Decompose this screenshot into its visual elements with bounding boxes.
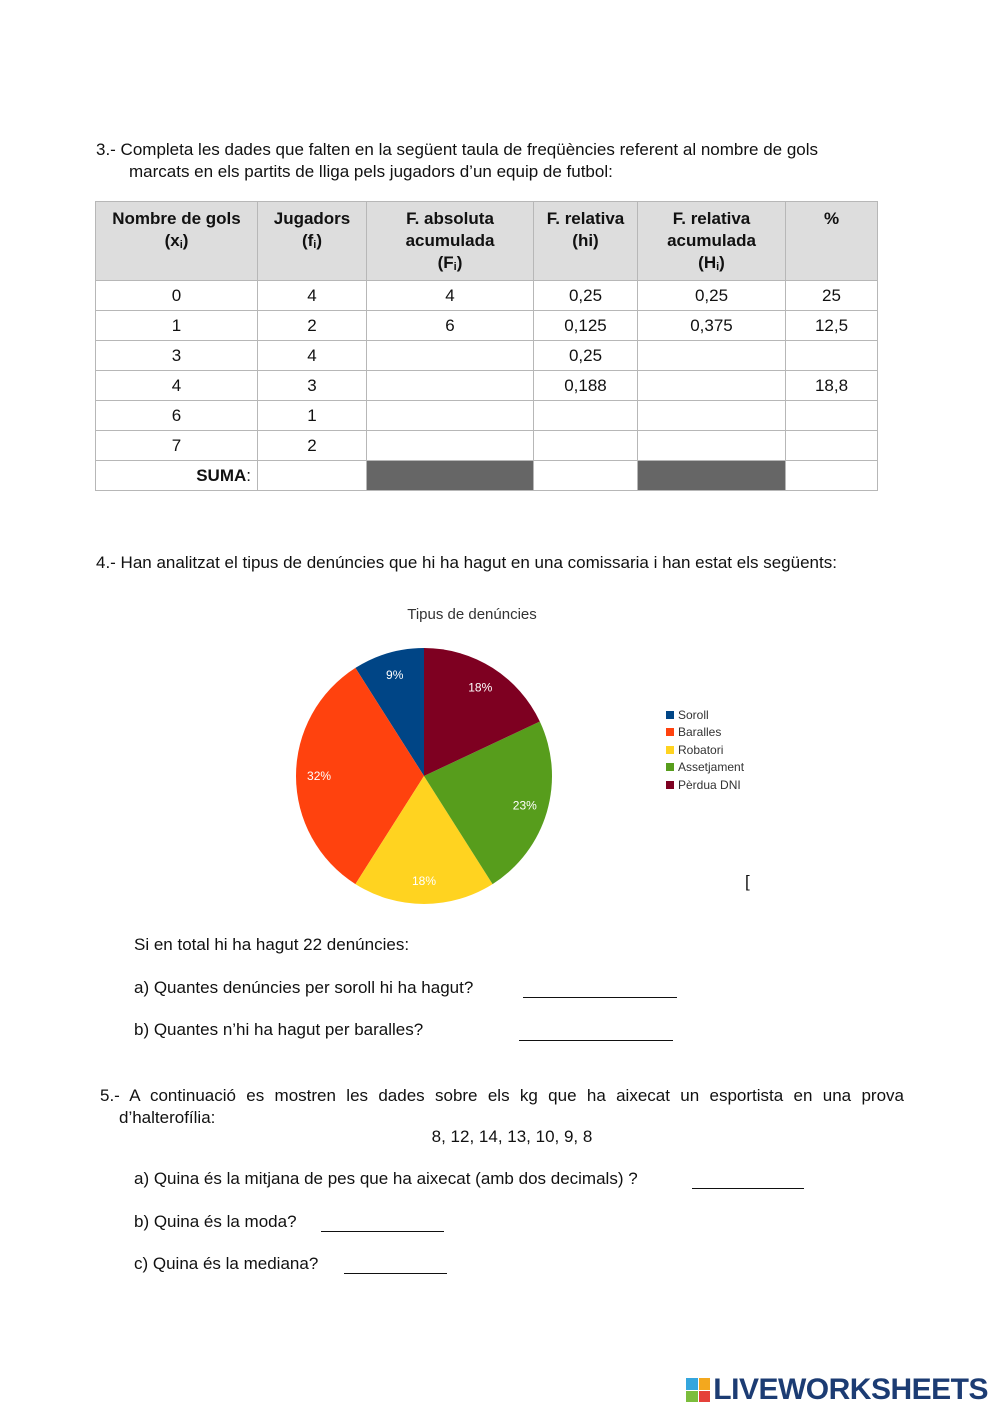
question-3-line-2: marcats en els partits de lliga pels jugadors d’un equip de futbol:: [129, 162, 613, 181]
table-row: [96, 341, 878, 371]
legend-label: Assetjament: [678, 760, 745, 775]
table-row: [96, 281, 878, 311]
pie-data-label: 18%: [468, 680, 493, 695]
table-cell: 0,25: [534, 341, 638, 371]
question-4b: b) Quantes n’hi ha hagut per baralles?: [134, 1020, 424, 1039]
legend-swatch: [666, 763, 674, 771]
table-cell: 0,375: [638, 311, 786, 341]
table-cell: 1: [96, 311, 258, 341]
shaded-cell: [638, 461, 786, 491]
table-cell: 4: [258, 281, 367, 311]
table-cell: 4: [258, 341, 367, 371]
table-cell: 1: [258, 401, 367, 431]
answer-cell[interactable]: [534, 431, 638, 461]
answer-cell[interactable]: [638, 341, 786, 371]
answer-cell[interactable]: [534, 461, 638, 491]
logo-icon: [686, 1378, 710, 1402]
answer-cell[interactable]: [786, 401, 878, 431]
table-suma-row: [96, 461, 878, 491]
question-5-data: 8, 12, 14, 13, 10, 9, 8: [431, 1127, 593, 1146]
legend-item: [666, 724, 744, 742]
answer-blank-5c[interactable]: [344, 1257, 447, 1274]
table-cell: 25: [786, 281, 878, 311]
answer-cell[interactable]: [638, 431, 786, 461]
pie-data-label: 9%: [386, 668, 404, 683]
table-cell: 3: [258, 371, 367, 401]
legend-item: [666, 759, 744, 777]
header-f-relativa: F. relativa (hi): [534, 202, 638, 281]
question-3-line-1: 3.- Completa les dades que falten en la següent taula de freqüències referent al nombre de gols: [96, 140, 819, 159]
table-cell: 0: [96, 281, 258, 311]
legend-swatch: [666, 728, 674, 736]
bracket-mark: [: [745, 872, 750, 891]
question-5c: c) Quina és la mediana?: [134, 1254, 319, 1273]
legend-item: [666, 776, 744, 794]
table-cell: 0,25: [638, 281, 786, 311]
table-cell: 6: [96, 401, 258, 431]
table-row: [96, 401, 878, 431]
question-5a: a) Quina és la mitjana de pes que ha aixecat (amb dos decimals) ?: [134, 1169, 638, 1188]
legend-label: Soroll: [678, 707, 709, 722]
question-4-statement: 4.- Han analitzat el tipus de denúncies que hi ha hagut en una comissaria i han estat els següents:: [96, 553, 837, 572]
question-4a: a) Quantes denúncies per soroll hi ha hagut?: [134, 978, 474, 997]
answer-cell[interactable]: [638, 401, 786, 431]
legend-swatch: [666, 781, 674, 789]
frequency-table: [95, 201, 878, 491]
question-4-total: Si en total hi ha hagut 22 denúncies:: [134, 935, 410, 954]
answer-blank-4a[interactable]: [523, 981, 677, 998]
legend-label: Pèrdua DNI: [678, 777, 741, 792]
table-cell: 4: [96, 371, 258, 401]
pie-data-label: 32%: [307, 769, 332, 783]
answer-cell[interactable]: [367, 341, 534, 371]
answer-cell[interactable]: [258, 461, 367, 491]
chart-legend: [666, 706, 744, 794]
header-jugadors: Jugadors $(f_i)$: [258, 202, 367, 281]
answer-cell[interactable]: [367, 371, 534, 401]
question-5-line-2: d’halterofília:: [119, 1108, 216, 1127]
answer-blank-5b[interactable]: [321, 1215, 444, 1232]
table-row: [96, 431, 878, 461]
table-cell: 3: [96, 341, 258, 371]
table-cell: 2: [258, 431, 367, 461]
table-cell: 7: [96, 431, 258, 461]
table-header-row: [96, 202, 878, 281]
header-f-relativa-acumulada: F. relativa acumulada $(H_i)$: [638, 202, 786, 281]
table-cell: 12,5: [786, 311, 878, 341]
legend-swatch: [666, 746, 674, 754]
table-cell: 6: [367, 311, 534, 341]
answer-cell[interactable]: [367, 431, 534, 461]
pie-data-label: 18%: [411, 873, 437, 888]
pie-data-label: 23%: [512, 798, 537, 813]
legend-label: Baralles: [678, 725, 722, 740]
answer-cell[interactable]: [786, 341, 878, 371]
answer-blank-5a[interactable]: [692, 1172, 804, 1189]
liveworksheets-logo[interactable]: LIVEWORKSHEETS: [686, 1373, 988, 1407]
suma-label: SUMA:: [96, 461, 258, 491]
pie-chart: [280, 630, 580, 920]
table-cell: 0,125: [534, 311, 638, 341]
question-3-statement: [96, 139, 896, 183]
question-5b: b) Quina és la moda?: [134, 1212, 297, 1231]
legend-label: Robatori: [678, 742, 724, 757]
table-row: [96, 311, 878, 341]
legend-item: [666, 706, 744, 724]
table-cell: 2: [258, 311, 367, 341]
legend-item: [666, 741, 744, 759]
header-f-absoluta-acumulada: F. absoluta acumulada $(F_i)$: [367, 202, 534, 281]
shaded-cell: [367, 461, 534, 491]
answer-blank-4b[interactable]: [519, 1024, 673, 1041]
answer-cell[interactable]: [786, 461, 878, 491]
table-row: [96, 371, 878, 401]
answer-cell[interactable]: [367, 401, 534, 431]
answer-cell[interactable]: [638, 371, 786, 401]
table-cell: 18,8: [786, 371, 878, 401]
header-nombre-de-gols: Nombre de gols $(x_i)$: [96, 202, 258, 281]
table-cell: 0,25: [534, 281, 638, 311]
table-cell: 4: [367, 281, 534, 311]
legend-swatch: [666, 711, 674, 719]
table-cell: 0,188: [534, 371, 638, 401]
header-percent: %: [786, 202, 878, 281]
question-5-line-1: 5.- A continuació es mostren les dades sobre els kg que ha aixecat un esportista en una prova: [100, 1086, 904, 1105]
answer-cell[interactable]: [786, 431, 878, 461]
chart-title: Tipus de denúncies: [407, 606, 537, 623]
answer-cell[interactable]: [534, 401, 638, 431]
question-5-statement: [100, 1085, 904, 1129]
